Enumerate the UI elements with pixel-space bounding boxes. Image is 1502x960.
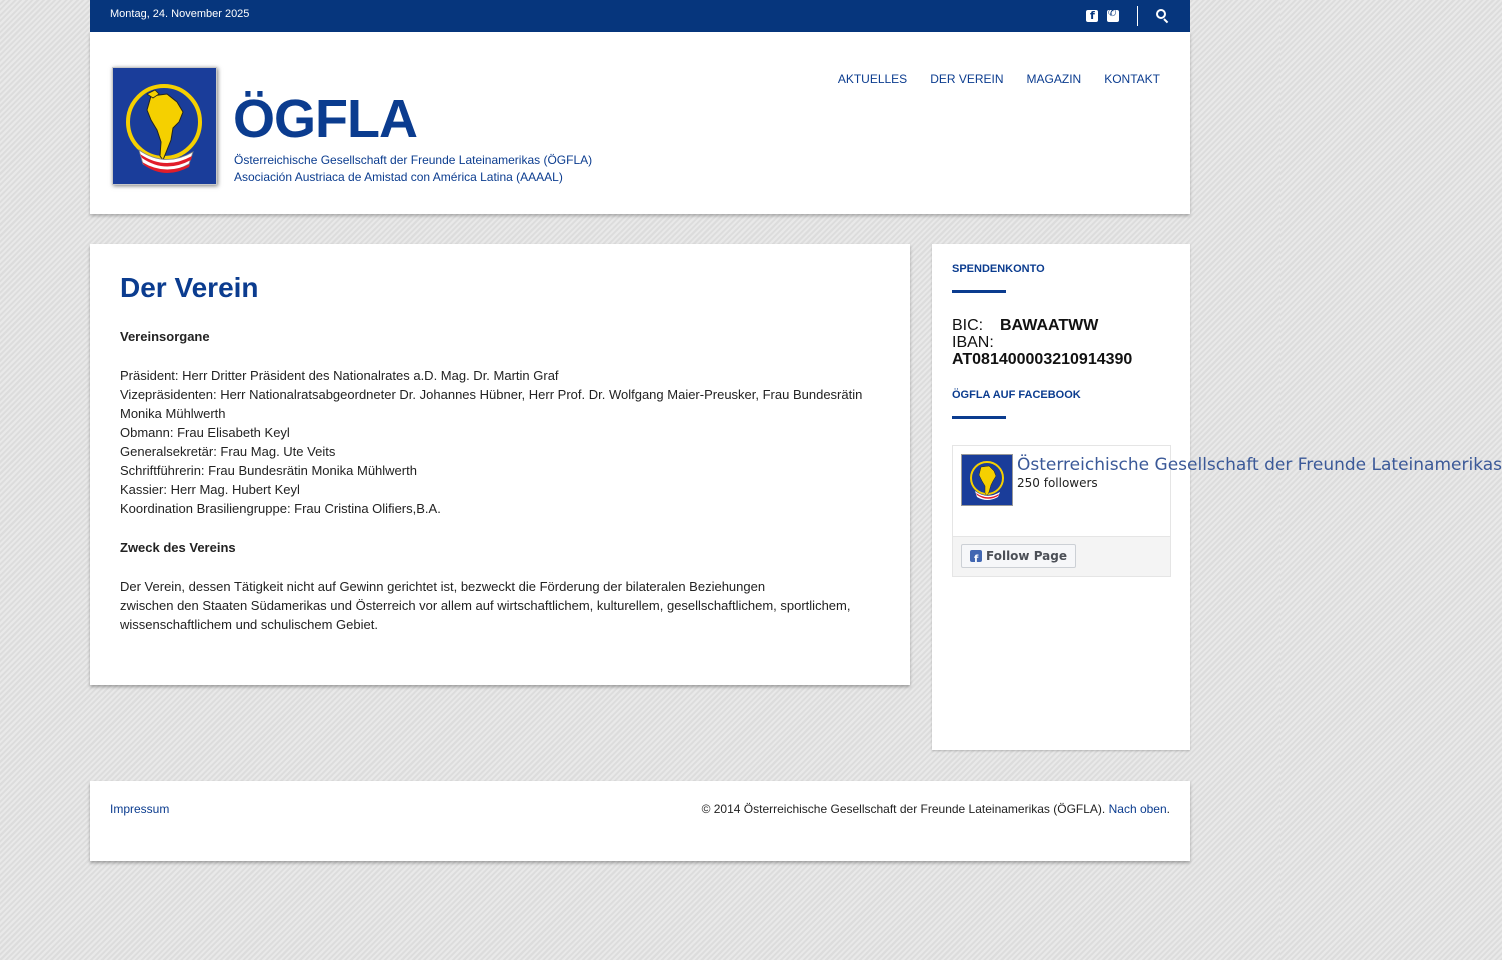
organ-line: Kassier: Herr Mag. Hubert Keyl xyxy=(120,482,300,497)
brand-subtitle-german: Österreichische Gesellschaft der Freunde Lateinamerikas (ÖGFLA) xyxy=(234,153,593,167)
purpose-text-line1: Der Verein, dessen Tätigkeit nicht auf Gewinn gerichtet ist, bezweckt die Förderung der bilateralen Beziehungen xyxy=(120,579,766,594)
heading-underline xyxy=(952,290,1006,293)
organ-line: Vizepräsidenten: Herr Nationalratsabgeordneter Dr. Johannes Hübner, Herr Prof. Dr. Wolfgang Maier-Preusker, Frau Bundesrätin Monika Mühlwerth xyxy=(120,387,863,421)
follow-page-button[interactable] xyxy=(961,544,1076,568)
organ-line: Obmann: Frau Elisabeth Keyl xyxy=(120,425,290,440)
purpose-text-line2: zwischen den Staaten Südamerikas und Österreich vor allem auf wirtschaftlichem, kulturellem, gesellschaftlichem, sportlichem, wissenschaftlichem und schulischem Gebiet. xyxy=(120,598,851,632)
facebook-followers-count: 250 followers xyxy=(1017,476,1098,490)
iban-value: AT081400003210914390 xyxy=(952,351,1133,368)
bank-details xyxy=(952,317,1132,368)
facebook-icon xyxy=(970,550,982,562)
top-bar xyxy=(90,0,1190,32)
impressum-link[interactable]: Impressum xyxy=(110,802,170,816)
facebook-heading: ÖGFLA AUF FACEBOOK xyxy=(952,389,1081,401)
top-bar-icons xyxy=(1086,0,1170,32)
site-header xyxy=(90,32,1190,214)
copyright-text: © 2014 Österreichische Gesellschaft der Freunde Lateinamerikas (ÖGFLA). xyxy=(701,802,1106,816)
organ-line: Präsident: Herr Dritter Präsident des Nationalrates a.D. Mag. Dr. Martin Graf xyxy=(120,368,559,383)
iban-label: IBAN: xyxy=(952,334,994,351)
facebook-widget-footer xyxy=(953,536,1170,576)
nav-item-der-verein[interactable]: DER VEREIN xyxy=(930,72,1004,86)
back-to-top-link[interactable]: Nach oben xyxy=(1108,802,1167,816)
facebook-page-widget xyxy=(952,445,1502,577)
facebook-icon[interactable] xyxy=(1086,10,1098,22)
main-nav xyxy=(815,72,1160,86)
facebook-page-avatar[interactable] xyxy=(961,454,1013,506)
divider xyxy=(1137,6,1138,26)
site-footer xyxy=(90,781,1190,861)
donation-heading: SPENDENKONTO xyxy=(952,263,1045,275)
organ-line: Schriftführerin: Frau Bundesrätin Monika Mühlwerth xyxy=(120,463,417,478)
copyright-notice xyxy=(702,802,1170,816)
bic-value: BAWAATWW xyxy=(1000,317,1099,334)
follow-page-label: Follow Page xyxy=(986,549,1067,563)
bic-label: BIC: xyxy=(952,317,984,334)
article-body xyxy=(120,327,880,634)
main-content xyxy=(90,244,910,685)
nav-item-aktuelles[interactable]: AKTUELLES xyxy=(837,72,908,86)
heading-underline xyxy=(952,416,1006,419)
nav-item-magazin[interactable]: MAGAZIN xyxy=(1026,72,1082,86)
search-icon[interactable] xyxy=(1156,9,1170,23)
avatar-logo-graphic xyxy=(962,455,1012,505)
organ-line: Generalsekretär: Frau Mag. Ute Veits xyxy=(120,444,336,459)
brand-subtitle-spanish: Asociación Austriaca de Amistad con América Latina (AAAAL) xyxy=(234,170,563,184)
current-date: Montag, 24. November 2025 xyxy=(110,8,250,20)
section-heading-zweck: Zweck des Vereins xyxy=(120,540,236,555)
sidebar xyxy=(932,244,1502,750)
site-logo[interactable] xyxy=(112,67,217,185)
facebook-page-name[interactable]: Österreichische Gesellschaft der Freunde Lateinamerikas xyxy=(1017,455,1502,475)
organ-line: Koordination Brasiliengruppe: Frau Cristina Olifiers,B.A. xyxy=(120,501,441,516)
nav-item-kontakt[interactable]: KONTAKT xyxy=(1104,72,1160,86)
phone-icon[interactable] xyxy=(1107,10,1119,22)
page-title: Der Verein xyxy=(120,272,259,303)
period: . xyxy=(1166,802,1170,816)
logo-graphic xyxy=(113,68,216,184)
section-heading-vereinsorgane: Vereinsorgane xyxy=(120,329,210,344)
brand-title[interactable]: ÖGFLA xyxy=(233,89,417,149)
